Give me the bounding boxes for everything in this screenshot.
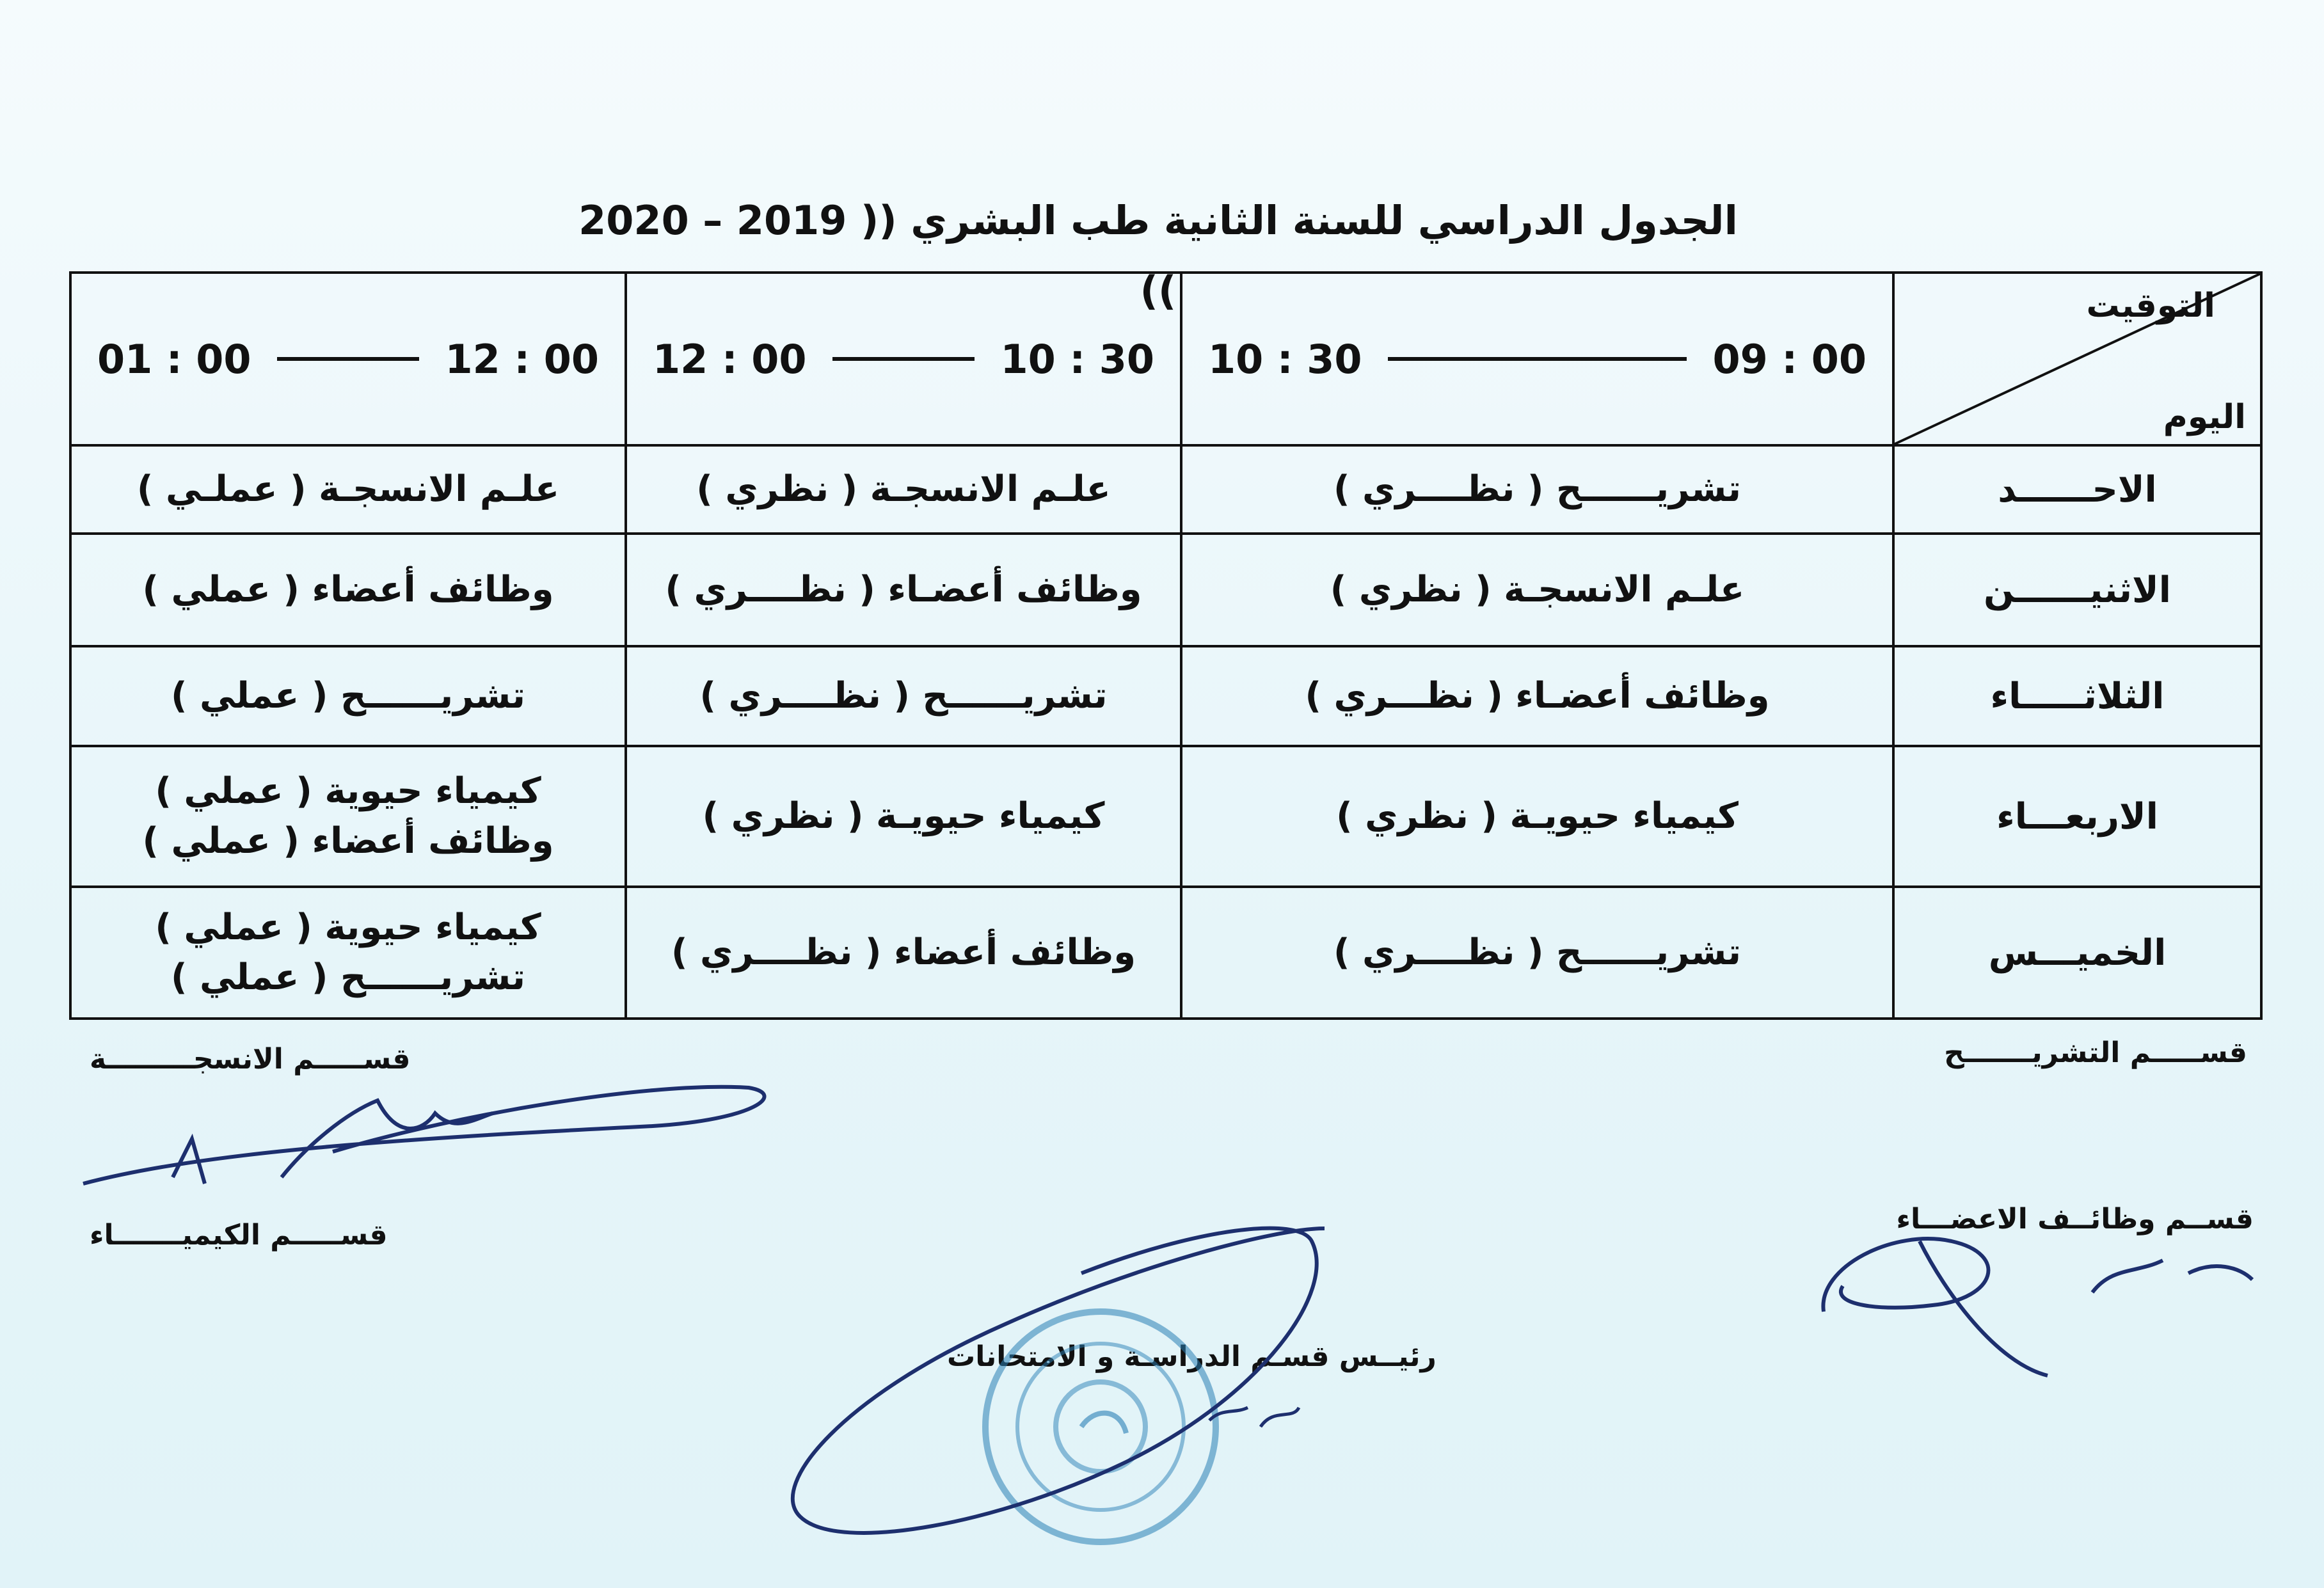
class-cell [626,746,1181,887]
slot-start-time: 12 : 00 [445,335,599,383]
class-cell [626,445,1181,534]
class-entry: وظائف أعضاء ( عملي ) [142,569,554,610]
slot-end-time: 10 : 30 [1208,335,1362,383]
class-cell [1181,445,1893,534]
physiology-signature [1804,1203,2265,1395]
exams-head-label: رئيــس قسـم الدراسـة و الامتحانات [947,1340,1437,1373]
class-entry: علـم الانسجـة ( نظري ) [696,468,1111,510]
class-entry: تشريــــــح ( نظــــري ) [1333,932,1742,973]
exams-head-signature [749,1216,1350,1561]
time-slot-1 [1181,273,1893,445]
class-cell [1181,646,1893,746]
slot-end-time: 12 : 00 [653,335,807,383]
chemistry-dept-label: قســـــم الكيميـــــــاء [90,1219,388,1251]
time-header-label: التوقيت [2086,287,2215,325]
class-entry: كيمياء حيويـة ( نظري ) [1336,795,1739,837]
class-cell [70,534,626,646]
class-entry: علـم الانسجـة ( عملـي ) [136,468,560,510]
day-cell: الثلاثـــــاء [1893,646,2261,746]
class-cell [70,646,626,746]
day-header-label: اليوم [2163,398,2246,436]
day-cell: الاثنيــــــن [1893,534,2261,646]
class-cell [70,445,626,534]
anatomy-dept-label: قســـــم التشريـــــــح [1944,1036,2247,1069]
schedule-row [70,746,2261,887]
schedule-row [70,534,2261,646]
slot-start-time: 10 : 30 [1000,335,1154,383]
class-cell [70,746,626,887]
class-entry: كيمياء حيوية ( عملي ) [155,770,541,812]
class-entry: كيمياء حيويـة ( نظري ) [702,795,1105,837]
class-cell [1181,746,1893,887]
time-range-line [832,357,975,361]
document-title: الجدول الدراسي للسنة الثانية طب البشري (( 2019 – 2020 )) [578,197,1738,314]
schedule-row [70,887,2261,1019]
class-cell [1181,887,1893,1019]
class-entry: وظائف أعضاء ( عملي ) [142,820,554,862]
day-cell: الاحــــــد [1893,445,2261,534]
class-entry: وظائف أعضـاء ( نظـــري ) [1305,675,1770,717]
time-range-line [1388,357,1687,361]
corner-cell [1893,273,2261,445]
slot-start-time: 09 : 00 [1712,335,1866,383]
histology-signature [77,1075,793,1203]
class-entry: وظائف أعضاء ( نظــــري ) [671,932,1136,973]
slot-end-time: 01 : 00 [97,335,251,383]
schedule-row [70,646,2261,746]
histology-dept-label: قســـــم الانسجـــــــــة [90,1043,411,1076]
physiology-dept-label: قســم وظائــف الاعضـــاء [1896,1203,2254,1235]
time-slot-3 [70,273,626,445]
header-row [70,273,2261,445]
schedule-table [69,271,2263,1020]
day-cell: الاربعـــاء [1893,746,2261,887]
time-range-line [277,357,420,361]
class-entry: تشريــــــح ( عملي ) [170,957,526,998]
class-entry: وظائف أعضـاء ( نظــــري ) [665,569,1142,610]
class-entry: علـم الانسجـة ( نظري ) [1330,569,1745,610]
time-slot-2 [626,273,1181,445]
class-cell [626,534,1181,646]
class-cell [626,646,1181,746]
class-entry: تشريــــــح ( عملي ) [170,675,526,717]
class-entry: تشريــــــح ( نظــــري ) [1333,468,1742,510]
class-cell [70,887,626,1019]
class-entry: كيمياء حيوية ( عملي ) [155,907,541,948]
class-cell [626,887,1181,1019]
schedule-row [70,445,2261,534]
class-entry: تشريــــــح ( نظــــري ) [699,675,1108,717]
day-cell: الخميـــس [1893,887,2261,1019]
class-cell [1181,534,1893,646]
